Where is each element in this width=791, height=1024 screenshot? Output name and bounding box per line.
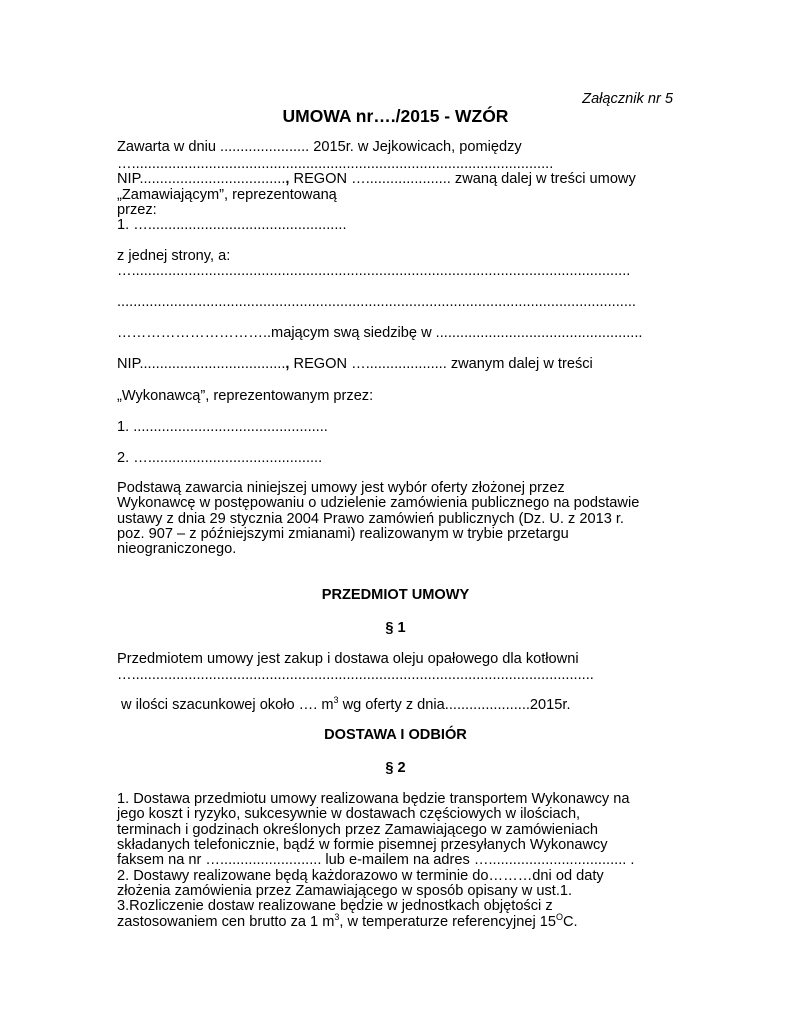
section-1-line-2: …..................................................................................................................: [117, 667, 594, 683]
basis-line-2: Wykonawcę w postępowaniu o udzielenie zamówienia publicznego na podstawie: [117, 495, 640, 511]
intro-line-13: 1. ................................................: [117, 419, 328, 435]
section-1-line-1: Przedmiotem umowy jest zakup i dostawa oleju opałowego dla kotłowni: [117, 651, 579, 667]
basis-line-1: Podstawą zawarcia niniejszej umowy jest wybór oferty złożonej przez: [117, 480, 565, 496]
intro-line-6: 1. ….................................................: [117, 217, 347, 233]
intro-line-7: z jednej strony, a:: [117, 248, 231, 264]
section-2-line-2: jego koszt i ryzyko, sukcesywnie w dostawach częściowych w ilościach,: [117, 806, 581, 822]
basis-line-4: poz. 907 – z późniejszymi zmianami) realizowanym w trybie przetargu: [117, 526, 569, 542]
intro-line-11: NIP...................................., REGON ….................... zwanym dalej w treści: [117, 356, 593, 372]
section-2-line-9: zastosowaniem cen brutto za 1 $m^3$, w temperaturze referencyjnej $15^OC$.: [117, 912, 578, 930]
section-2-line-5: faksem na nr …......................... lub e-mailem na adres ….................................. .: [117, 852, 635, 868]
section-1-heading: PRZEDMIOT UMOWY: [321, 587, 470, 603]
intro-line-1: Zawarta w dniu ...................... 2015r. w Jejkowicach, pomiędzy: [117, 139, 522, 155]
section-2-line-8: 3.Rozliczenie dostaw realizowane będzie w jednostkach objętości z: [117, 898, 553, 914]
intro-line-2: …........................................................................................................: [117, 156, 554, 172]
section-2-line-7: złożenia zamówienia przez Zamawiającego w sposób opisany w ust.1.: [117, 883, 573, 899]
section-1-paragraph-sign: § 1: [385, 620, 406, 636]
section-2-paragraph-sign: § 2: [385, 760, 406, 776]
section-2-heading: DOSTAWA I ODBIÓR: [324, 727, 467, 743]
document-title: UMOWA nr…./2015 - WZÓR: [282, 106, 509, 126]
intro-line-12: „Wykonawcą”, reprezentowanym przez:: [117, 388, 374, 404]
intro-line-14: 2. …...........................................: [117, 450, 323, 466]
intro-line-9: ................................................................................................................................: [117, 294, 636, 310]
intro-line-5: przez:: [117, 202, 157, 218]
section-1-line-3: w ilości szacunkowej około …. $m^3$ wg oferty z dnia.....................2015r.: [121, 695, 571, 713]
intro-line-4: „Zamawiającym”, reprezentowaną: [117, 187, 337, 203]
section-2-line-6: 2. Dostawy realizowane będą każdorazowo w terminie do………dni od daty: [117, 868, 604, 884]
basis-line-3: ustawy z dnia 29 stycznia 2004 Prawo zamówień publicznych (Dz. U. z 2013 r.: [117, 511, 624, 527]
section-2-line-3: terminach i godzinach określonych przez Zamawiającego w zamówieniach: [117, 822, 599, 838]
intro-line-10: …………………………..mającym swą siedzibę w ...................................................: [117, 325, 643, 341]
intro-line-8: …...........................................................................................................................: [117, 263, 631, 279]
section-2-line-4: składanych telefonicznie, bądź w formie pisemnej przesyłanych Wykonawcy: [117, 837, 608, 853]
intro-line-3: NIP...................................., REGON …..................... zwaną dalej w treści umowy: [117, 171, 636, 187]
basis-line-5: nieograniczonego.: [117, 541, 237, 557]
section-2-line-1: 1. Dostawa przedmiotu umowy realizowana będzie transportem Wykonawcy na: [117, 791, 630, 807]
attachment-label: Załącznik nr 5: [582, 91, 673, 107]
